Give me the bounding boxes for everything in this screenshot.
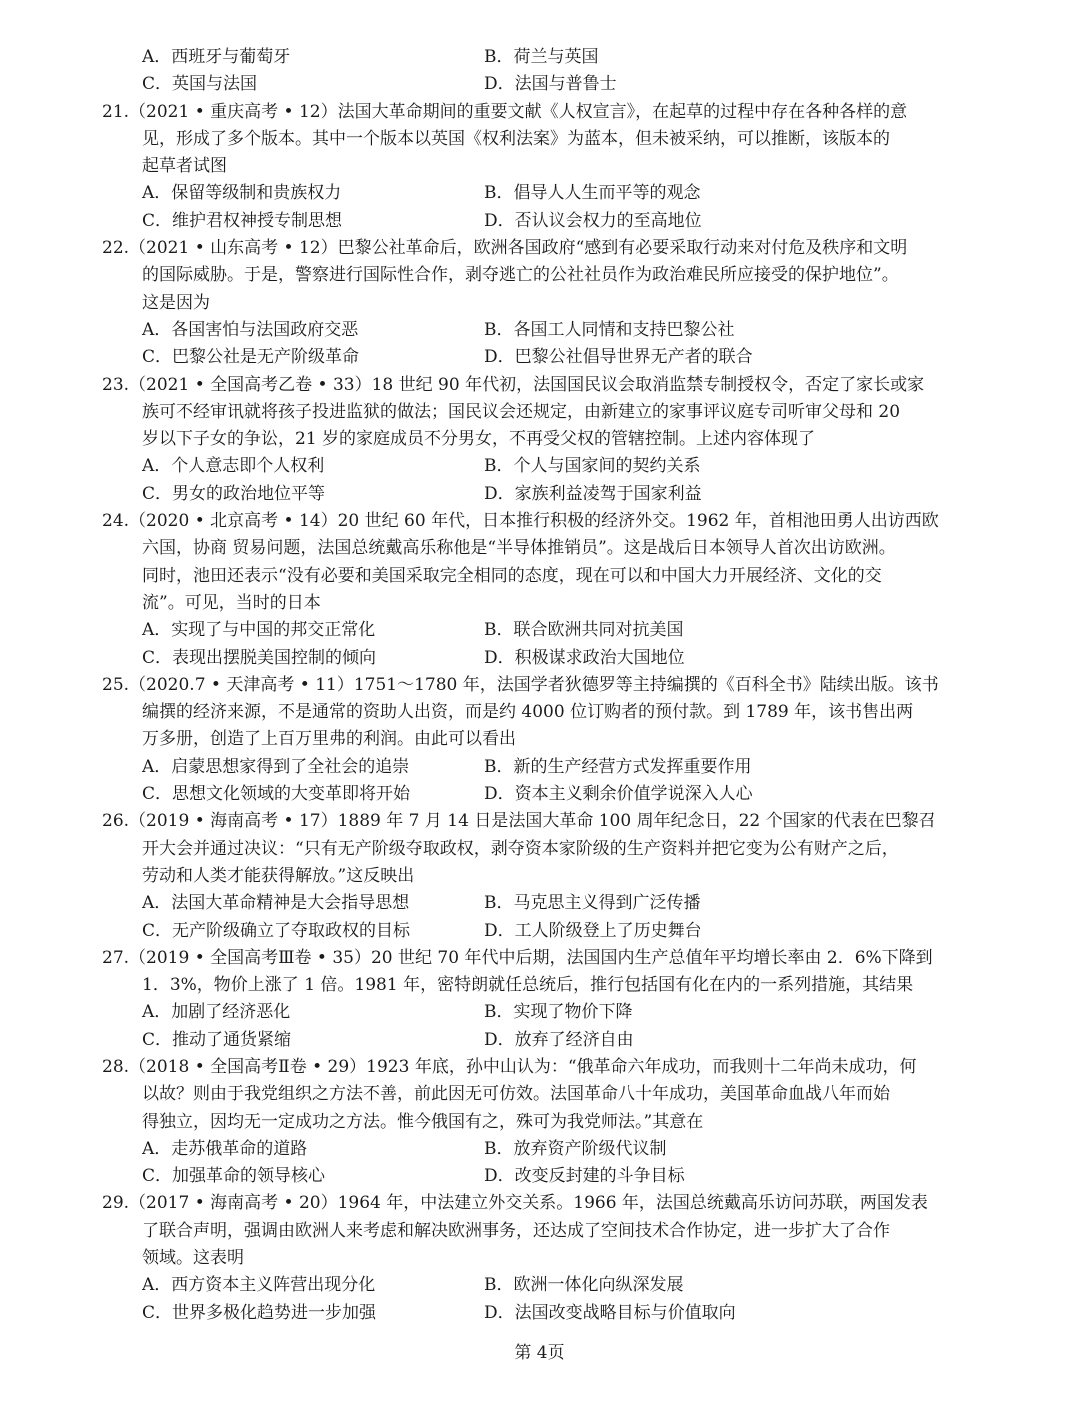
prev-question-option-right: D．法国与普鲁士 bbox=[484, 74, 617, 95]
question-stem-line: 见，形成了多个版本。其中一个版本以英国《权利法案》为蓝本，但未被采纳，可以推断，该版本的 bbox=[142, 128, 890, 149]
question-option-left: A．个人意志即个人权利 bbox=[142, 456, 325, 477]
question-option-row bbox=[102, 317, 982, 344]
question-stem bbox=[102, 1054, 982, 1136]
question-option-row bbox=[102, 918, 982, 945]
question-stem-line: 26.（2019 • 海南高考 • 17）1889 年 7 月 14 日是法国大革命 100 周年纪念日，22 个国家的代表在巴黎召 bbox=[102, 811, 936, 832]
prev-question-option-row bbox=[102, 44, 982, 71]
question-option-left: A．各国害怕与法国政府交恶 bbox=[142, 319, 359, 340]
question-option-right: D．家族利益凌驾于国家利益 bbox=[484, 483, 702, 504]
question-option-right: B．新的生产经营方式发挥重要作用 bbox=[484, 756, 752, 777]
question-stem-line: 1．3%，物价上涨了 1 倍。1981 年，密特朗就任总统后，推行包括国有化在内的一系列措施，其结果 bbox=[142, 975, 914, 996]
question-item bbox=[102, 1054, 982, 1190]
question-item bbox=[102, 808, 982, 944]
question-option-row bbox=[102, 481, 982, 508]
question-stem-line: 22.（2021 • 山东高考 • 12）巴黎公社革命后，欧洲各国政府“感到有必要采取行动来对付危及秩序和文明 bbox=[102, 238, 908, 259]
question-option-row bbox=[102, 344, 982, 371]
question-stem-line: 流”。可见，当时的日本 bbox=[142, 592, 321, 613]
prev-question-option-row bbox=[102, 71, 982, 98]
question-option-row bbox=[102, 1136, 982, 1163]
question-option-left: C．表现出摆脱美国控制的倾向 bbox=[142, 647, 377, 668]
question-stem bbox=[102, 508, 982, 617]
question-option-row bbox=[102, 1272, 982, 1299]
question-option-left: C．无产阶级确立了夺取政权的目标 bbox=[142, 920, 411, 941]
question-option-right: B．倡导人人生而平等的观念 bbox=[484, 183, 701, 204]
question-option-left: C．推动了通货紧缩 bbox=[142, 1029, 292, 1050]
question-option-row bbox=[102, 180, 982, 207]
question-stem bbox=[102, 235, 982, 317]
question-option-row bbox=[102, 1027, 982, 1054]
question-stem-line: 编撰的经济来源，不是通常的资助人出资，而是约 4000 位订购者的预付款。到 1789 年，该书售出两 bbox=[142, 702, 914, 723]
question-option-row bbox=[102, 208, 982, 235]
question-option-right: D．放弃了经济自由 bbox=[484, 1029, 634, 1050]
question-option-row bbox=[102, 1163, 982, 1190]
question-stem-line: 24.（2020 • 北京高考 • 14）20 世纪 60 年代，日本推行积极的经济外交。1962 年，首相池田勇人出访西欧 bbox=[102, 511, 939, 532]
question-stem-line: 这是因为 bbox=[142, 292, 210, 313]
question-option-right: B．实现了物价下降 bbox=[484, 1002, 633, 1023]
question-stem-line: 劳动和人类才能获得解放。”这反映出 bbox=[142, 865, 415, 886]
question-option-left: C．加强革命的领导核心 bbox=[142, 1166, 326, 1187]
question-option-row bbox=[102, 890, 982, 917]
question-option-right: B．联合欧洲共同对抗美国 bbox=[484, 620, 684, 641]
question-stem bbox=[102, 99, 982, 181]
question-option-right: D．资本主义剩余价值学说深入人心 bbox=[484, 784, 753, 805]
question-option-right: B．欧洲一体化向纵深发展 bbox=[484, 1275, 684, 1296]
question-stem-line: 21.（2021 • 重庆高考 • 12）法国大革命期间的重要文献《人权宣言》，在起草的过程中存在各种各样的意 bbox=[102, 101, 908, 122]
question-list bbox=[102, 44, 982, 1327]
question-stem bbox=[102, 808, 982, 890]
question-option-left: C．男女的政治地位平等 bbox=[142, 483, 326, 504]
question-option-row bbox=[102, 453, 982, 480]
question-stem-line: 得独立，因均无一定成功之方法。惟今俄国有之，殊可为我党师法。”其意在 bbox=[142, 1111, 704, 1132]
question-option-row bbox=[102, 617, 982, 644]
prev-question-option-right: B．荷兰与英国 bbox=[484, 47, 599, 67]
question-option-right: D．改变反封建的斗争目标 bbox=[484, 1166, 685, 1187]
question-option-right: B．各国工人同情和支持巴黎公社 bbox=[484, 319, 735, 340]
question-option-right: B．马克思主义得到广泛传播 bbox=[484, 893, 701, 914]
question-option-left: C．世界多极化趋势进一步加强 bbox=[142, 1302, 377, 1323]
question-option-left: C．维护君权神授专制思想 bbox=[142, 210, 343, 231]
question-option-left: A．西方资本主义阵营出现分化 bbox=[142, 1275, 376, 1296]
question-stem-line: 的国际威胁。于是，警察进行国际性合作，剥夺逃亡的公社社员作为政治难民所应接受的保护地位”。 bbox=[142, 265, 899, 286]
question-stem-line: 族可不经审讯就将孩子投进监狱的做法；国民议会还规定，由新建立的家事评议庭专司听审父母和 20 bbox=[142, 401, 901, 422]
question-stem-line: 万多册，创造了上百万里弗的利润。由此可以看出 bbox=[142, 729, 516, 750]
question-option-right: D．法国改变战略目标与价值取向 bbox=[484, 1302, 736, 1323]
question-option-row bbox=[102, 999, 982, 1026]
question-option-left: A．法国大革命精神是大会指导思想 bbox=[142, 893, 410, 914]
question-option-row bbox=[102, 645, 982, 672]
question-option-row bbox=[102, 781, 982, 808]
question-option-right: D．工人阶级登上了历史舞台 bbox=[484, 920, 702, 941]
question-stem-line: 六国，协商 贸易问题，法国总统戴高乐称他是“半导体推销员”。这是战后日本领导人首次出访欧洲。 bbox=[142, 538, 896, 559]
question-option-right: B．个人与国家间的契约关系 bbox=[484, 456, 701, 477]
question-option-left: C．巴黎公社是无产阶级革命 bbox=[142, 347, 360, 368]
question-option-left: A．加剧了经济恶化 bbox=[142, 1002, 291, 1023]
question-option-left: A．实现了与中国的邦交正常化 bbox=[142, 620, 376, 641]
question-stem-line: 起草者试图 bbox=[142, 156, 227, 177]
question-item bbox=[102, 235, 982, 371]
question-stem-line: 了联合声明，强调由欧洲人来考虑和解决欧洲事务，还达成了空间技术合作协定，进一步扩大了合作 bbox=[142, 1220, 890, 1241]
question-stem-line: 岁以下子女的争讼，21 岁的家庭成员不分男女，不再受父权的管辖控制。上述内容体现了 bbox=[142, 429, 816, 450]
prev-question-option-left: A．西班牙与葡萄牙 bbox=[142, 47, 291, 67]
question-stem bbox=[102, 945, 982, 1000]
question-stem-line: 29.（2017 • 海南高考 • 20）1964 年，中法建立外交关系。1966 年，法国总统戴高乐访问苏联，两国发表 bbox=[102, 1193, 928, 1214]
question-option-left: C．思想文化领域的大变革即将开始 bbox=[142, 784, 411, 805]
question-item bbox=[102, 508, 982, 672]
question-stem-line: 领域。这表明 bbox=[142, 1248, 244, 1269]
question-stem-line: 开大会并通过决议：“只有无产阶级夺取政权，剥夺资本家阶级的生产资料并把它变为公有财产之后， bbox=[142, 838, 899, 859]
question-stem bbox=[102, 672, 982, 754]
question-item bbox=[102, 372, 982, 508]
question-stem-line: 以故？则由于我党组织之方法不善，前此因无可仿效。法国革命八十年成功，美国革命血战八年而始 bbox=[142, 1084, 890, 1105]
question-item bbox=[102, 99, 982, 235]
question-option-row bbox=[102, 754, 982, 781]
question-stem-line: 同时，池田还表示“没有必要和美国采取完全相同的态度，现在可以和中国大力开展经济、文化的交 bbox=[142, 565, 882, 586]
question-option-left: A．走苏俄革命的道路 bbox=[142, 1138, 308, 1159]
question-option-right: D．否认议会权力的至高地位 bbox=[484, 210, 702, 231]
question-option-right: B．放弃资产阶级代议制 bbox=[484, 1138, 667, 1159]
question-stem bbox=[102, 372, 982, 454]
question-item bbox=[102, 945, 982, 1054]
question-option-right: D．积极谋求政治大国地位 bbox=[484, 647, 685, 668]
question-item bbox=[102, 672, 982, 808]
question-stem-line: 23.（2021 • 全国高考乙卷 • 33）18 世纪 90 年代初，法国国民议会取消监禁专制授权令，否定了家长或家 bbox=[102, 374, 925, 395]
question-item bbox=[102, 1190, 982, 1326]
page-number: 第 4页 bbox=[514, 1343, 565, 1363]
question-option-row bbox=[102, 1300, 982, 1327]
prev-question-option-left: C．英国与法国 bbox=[142, 74, 258, 95]
question-stem-line: 25.（2020.7 • 天津高考 • 11）1751～1780 年，法国学者狄德罗等主持编撰的《百科全书》陆续出版。该书 bbox=[102, 674, 939, 695]
question-option-right: D．巴黎公社倡导世界无产者的联合 bbox=[484, 347, 753, 368]
question-option-left: A．启蒙思想家得到了全社会的追崇 bbox=[142, 756, 410, 777]
question-stem-line: 28.（2018 • 全国高考Ⅱ卷 • 29）1923 年底，孙中山认为：“俄革命六年成功，而我则十二年尚未成功，何 bbox=[102, 1056, 917, 1077]
question-stem bbox=[102, 1190, 982, 1272]
question-stem-line: 27.（2019 • 全国高考Ⅲ卷 • 35）20 世纪 70 年代中后期，法国国内生产总值年平均增长率由 2．6%下降到 bbox=[102, 947, 933, 968]
question-option-left: A．保留等级制和贵族权力 bbox=[142, 183, 342, 204]
